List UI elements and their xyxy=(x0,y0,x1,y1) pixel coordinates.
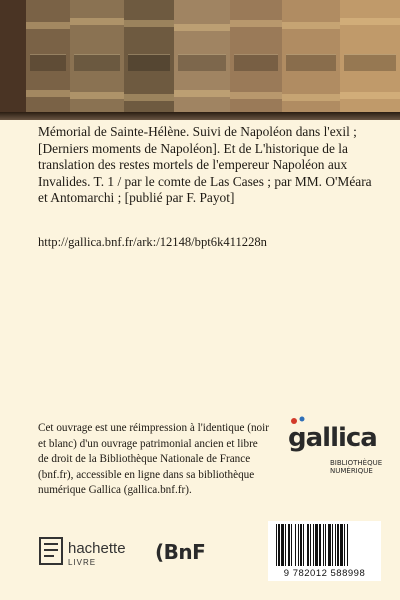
reprint-notice: Cet ouvrage est une réimpression à l'identique (noir et blanc) d'un ouvrage patrimonial ancien et libre de droit de la Bibliothèque Nationale de France (bnf.fr), accessible en ligne dans sa bibliothèque numérique Gallica (gallica.bnf.fr). xyxy=(38,422,269,497)
gallica-subtitle xyxy=(330,459,382,475)
book-spine xyxy=(124,0,176,116)
barcode-icon xyxy=(268,521,381,567)
book-spine xyxy=(26,0,72,116)
bookshelf-photo xyxy=(0,0,400,120)
isbn-barcode xyxy=(268,521,381,581)
shelf-edge xyxy=(0,112,400,120)
book-spine xyxy=(282,0,342,116)
gallica-wordmark: gallica xyxy=(288,423,377,453)
book-spine xyxy=(0,0,28,116)
gallica-subtitle-line: BIBLIOTHÈQUE xyxy=(330,459,383,467)
gallica-url: http://gallica.bnf.fr/ark:/12148/bpt6k411228n xyxy=(38,235,267,249)
hachette-wordmark: hachette xyxy=(68,540,126,557)
hachette-logo xyxy=(38,536,138,568)
gallica-logo xyxy=(286,415,383,485)
book-spine xyxy=(230,0,284,116)
book-spine xyxy=(70,0,126,116)
book-title: Mémorial de Sainte-Hélène. Suivi de Napoléon dans l'exil ; [Derniers moments de Napoléon]. Et de L'historique de la translation des restes mortels de l'empereur Napoléon aux Invalides. T. 1 / par le comte de Las Cases ; par MM. O'Méara et Antomarchi ; [publié par F. Payot] xyxy=(38,124,372,206)
book-spine xyxy=(174,0,232,116)
isbn-number: 9 782012 588998 xyxy=(283,568,366,579)
book-spine xyxy=(340,0,400,116)
hachette-emblem-icon xyxy=(38,536,64,566)
gallica-subtitle-line: NUMÉRIQUE xyxy=(330,467,373,475)
hachette-livre: LIVRE xyxy=(68,558,97,567)
bnf-logo: (BnF xyxy=(155,540,206,564)
